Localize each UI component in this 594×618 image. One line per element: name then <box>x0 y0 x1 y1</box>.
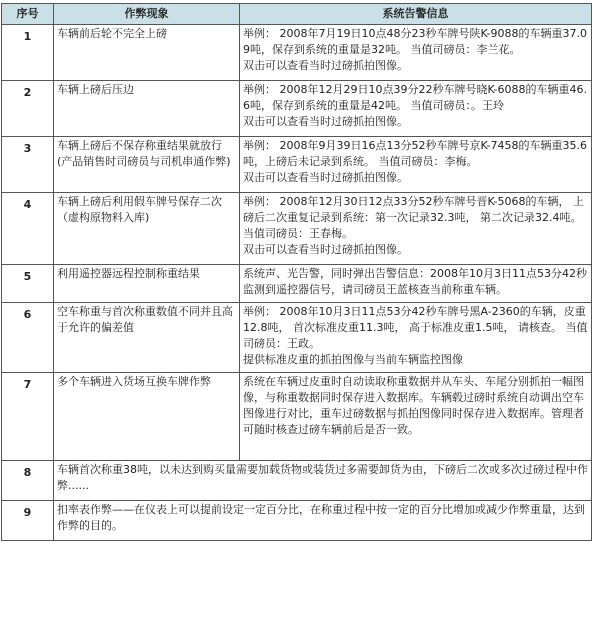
row-phenomenon: 利用遥控器远程控制称重结果 <box>54 265 240 303</box>
row-no: 6 <box>2 303 54 373</box>
row-info <box>240 137 592 193</box>
row-no: 9 <box>2 501 54 541</box>
row-no: 3 <box>2 137 54 193</box>
info-line: 双击可以查看当时过磅抓拍图像。 <box>243 171 408 184</box>
info-line: 举例： 2008年9月39日16点13分52秒车牌号京K-7458的车辆重35.6吨，上磅后未记录到系统。 当值司磅员：李梅。 <box>243 139 587 168</box>
header-no: 序号 <box>2 4 54 25</box>
header-info: 系统告警信息 <box>240 4 592 25</box>
table-row <box>2 501 592 541</box>
table-row <box>2 265 592 303</box>
info-line: 提供标准皮重的抓拍图像与当前车辆监控图像 <box>243 353 463 366</box>
table-row <box>2 461 592 501</box>
table-row <box>2 303 592 373</box>
table-row <box>2 25 592 81</box>
row-no: 8 <box>2 461 54 501</box>
table-row <box>2 193 592 265</box>
info-line: 举例： 2008年7月19日10点48分23秒车牌号陕K-9088的车辆重37.09吨，保存到系统的重量是32吨。 当值司磅员：李兰花。 <box>243 27 587 56</box>
info-line: 系统在车辆过皮重时自动读取称重数据并从车头、车尾分别抓拍一幅图像，与称重数据同时保存进入数据库。车辆毂过磅时系统自动调出空车图像进行对比，重车过磅数据与抓拍图像同时保存进入数据库。管理者可随时核查过磅车辆前后是否一致。 <box>243 375 584 436</box>
row-info <box>240 373 592 461</box>
info-line: 双击可以查看当时过磅抓拍图像。 <box>243 115 408 128</box>
info-line: 举例： 2008年12月30日12点33分52秒车牌号晋K-5068的车辆， 上磅后二次重复记录到系统：第一次记录32.3吨， 第二次记录32.4吨。 当值司磅员：王春梅。 <box>243 195 584 240</box>
header-phenomenon: 作弊现象 <box>54 4 240 25</box>
info-line: 系统声、光告警，同时弹出告警信息：2008年10月3日11点53分42秒监测到遥控器信号，请司磅员王蓝核查当前称重车辆。 <box>243 267 587 296</box>
row-phenomenon: 车辆上磅后压边 <box>54 81 240 137</box>
row-info <box>240 193 592 265</box>
info-line: 举例： 2008年10月3日11点53分42秒车牌号黑A-2360的车辆，皮重12.8吨， 首次标准皮重11.3吨， 高于标准皮重1.5吨， 请核查。 当值司磅员：王政。 <box>243 305 588 350</box>
row-info <box>240 303 592 373</box>
info-line: 举例： 2008年12月29日10点39分22秒车牌号晓K-6088的车辆重46.6吨，保存到系统的重量是42吨。 当值司磅员：。王玲 <box>243 83 587 112</box>
row-no: 4 <box>2 193 54 265</box>
row-no: 2 <box>2 81 54 137</box>
row-info <box>240 81 592 137</box>
row-full-text: 扣率表作弊——在仪表上可以提前设定一定百分比，在称重过程中按一定的百分比增加或减少作弊重量，达到作弊的目的。 <box>54 501 592 541</box>
row-phenomenon: 空车称重与首次称重数值不同并且高于允许的偏差值 <box>54 303 240 373</box>
table-header-row <box>2 4 592 25</box>
row-phenomenon: 车辆上磅后利用假车牌号保存二次（虚构原物料入库) <box>54 193 240 265</box>
info-line: 双击可以查看当时过磅抓拍图像。 <box>243 59 408 72</box>
cheating-table <box>1 3 592 541</box>
row-no: 5 <box>2 265 54 303</box>
row-no: 7 <box>2 373 54 461</box>
row-phenomenon: 多个车辆进入货场互换车牌作弊 <box>54 373 240 461</box>
row-info <box>240 265 592 303</box>
row-phenomenon: 车辆上磅后不保存称重结果就放行(产品销售时司磅员与司机串通作弊) <box>54 137 240 193</box>
row-full-text: 车辆首次称重38吨，以未达到购买量需要加载货物或装货过多需要卸货为由，下磅后二次或多次过磅过程中作弊...... <box>54 461 592 501</box>
table-row <box>2 373 592 461</box>
row-no: 1 <box>2 25 54 81</box>
table-row <box>2 81 592 137</box>
row-info <box>240 25 592 81</box>
info-line: 双击可以查看当时过磅抓拍图像。 <box>243 243 408 256</box>
row-phenomenon: 车辆前后轮不完全上磅 <box>54 25 240 81</box>
table-row <box>2 137 592 193</box>
